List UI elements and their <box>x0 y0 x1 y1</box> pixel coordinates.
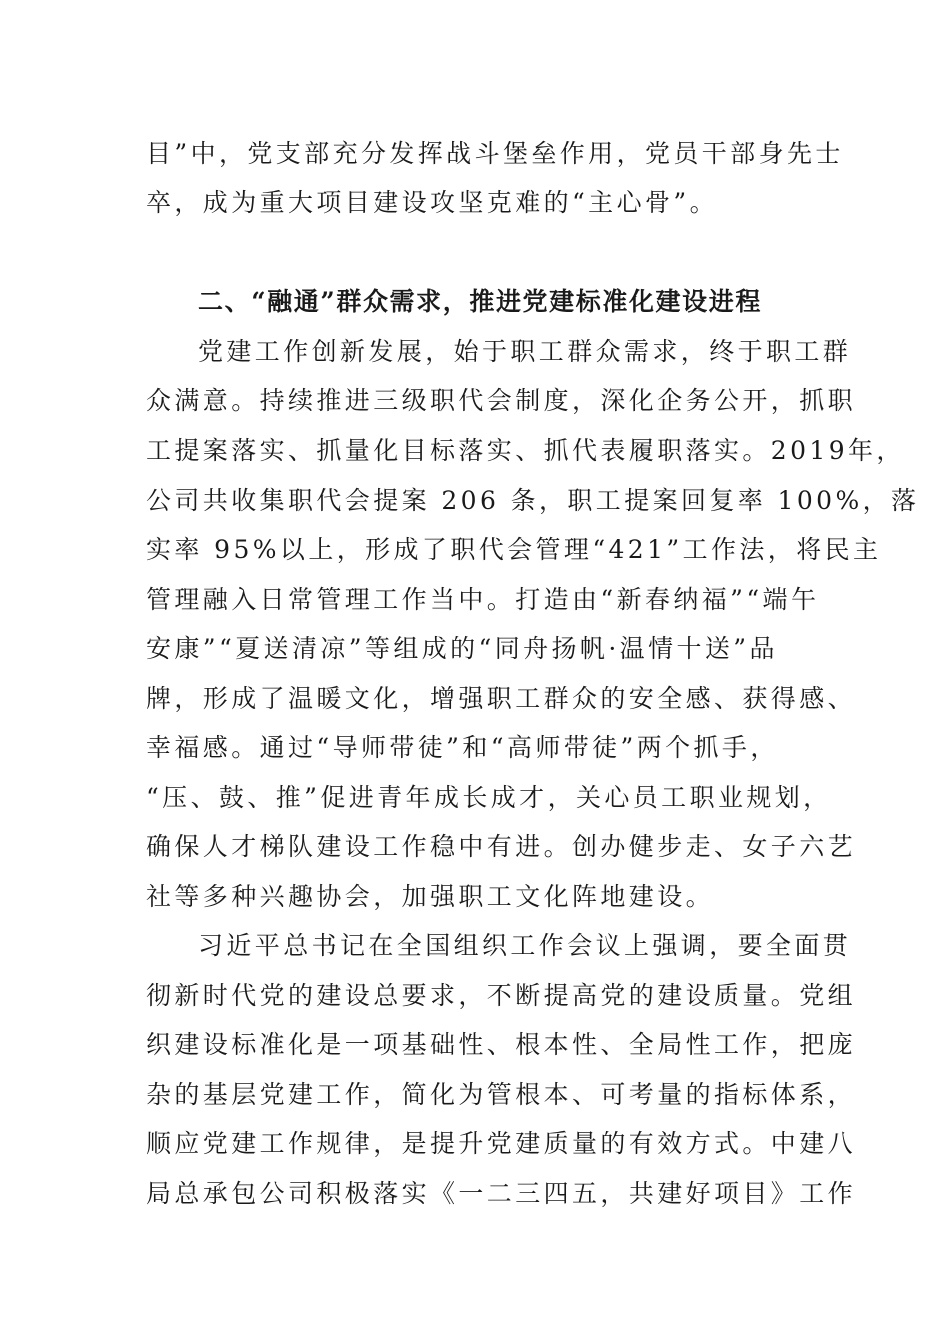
section-heading: 二、“融通”群众需求，推进党建标准化建设进程 <box>198 287 762 316</box>
paragraph-line: 社等多种兴趣协会，加强职工文化阵地建设。 <box>146 882 715 911</box>
paragraph-line: 确保人才梯队建设工作稳中有进。创办健步走、女子六艺 <box>146 832 857 861</box>
paragraph-line: 工提案落实、抓量化目标落实、抓代表履职落实。2019年， <box>146 436 905 465</box>
paragraph-line: “压、鼓、推”促进青年成长成才，关心员工职业规划， <box>146 783 832 812</box>
paragraph-line: 杂的基层党建工作，简化为管根本、可考量的指标体系， <box>146 1080 857 1109</box>
paragraph-line: 织建设标准化是一项基础性、根本性、全局性工作，把庞 <box>146 1030 857 1059</box>
paragraph-line: 局总承包公司积极落实《一二三四五，共建好项目》工作 <box>146 1179 857 1208</box>
paragraph-line: 卒，成为重大项目建设攻坚克难的“主心骨”。 <box>146 188 718 217</box>
paragraph-line: 安康”“夏送清凉”等组成的“同舟扬帆·温情十送”品 <box>146 634 778 663</box>
paragraph-line: 习近平总书记在全国组织工作会议上强调，要全面贯 <box>198 931 852 960</box>
paragraph-line: 牌，形成了温暖文化，增强职工群众的安全感、获得感、 <box>146 684 857 713</box>
paragraph-line: 实率 95%以上，形成了职代会管理“421”工作法，将民主 <box>146 535 882 564</box>
paragraph-line: 目”中，党支部充分发挥战斗堡垒作用，党员干部身先士 <box>146 139 844 168</box>
paragraph-line: 顺应党建工作规律，是提升党建质量的有效方式。中建八 <box>146 1129 857 1158</box>
paragraph-line: 幸福感。通过“导师带徒”和“高师带徒”两个抓手， <box>146 733 779 762</box>
paragraph-line: 公司共收集职代会提案 206 条，职工提案回复率 100%，落 <box>146 486 920 515</box>
paragraph-line: 众满意。持续推进三级职代会制度，深化企务公开，抓职 <box>146 386 857 415</box>
paragraph-line: 党建工作创新发展，始于职工群众需求，终于职工群 <box>198 337 852 366</box>
paragraph-line: 彻新时代党的建设总要求，不断提高党的建设质量。党组 <box>146 981 857 1010</box>
paragraph-line: 管理融入日常管理工作当中。打造由“新春纳福”“端午 <box>146 585 820 614</box>
